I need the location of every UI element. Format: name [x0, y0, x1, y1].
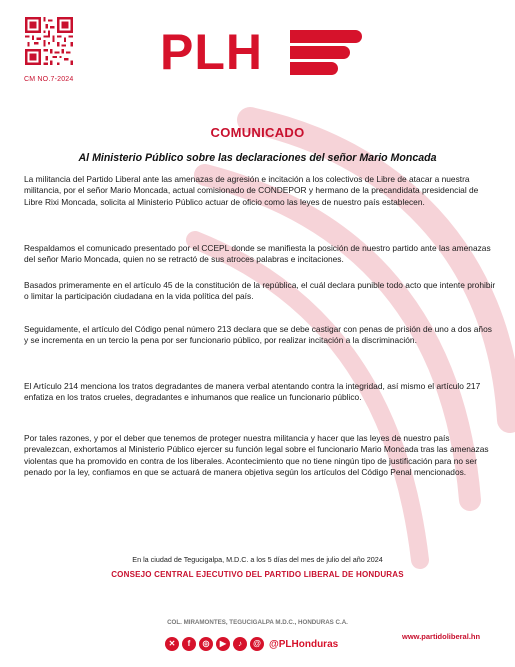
tiktok-icon[interactable]: ♪ — [233, 637, 247, 651]
footer-address: COL. MIRAMONTES, TEGUCIGALPA M.D.C., HONDURAS C.A. — [167, 619, 348, 626]
x-icon[interactable]: ✕ — [165, 637, 179, 651]
instagram-icon[interactable]: ◎ — [199, 637, 213, 651]
paragraph-2: Respaldamos el comunicado presentado por el CCEPL donde se manifiesta la posición de nuestro partido ante las amenazas del señor Mario Moncada, quien no se retractó de sus atroces palabras e incitaciones. — [24, 243, 491, 265]
website-link[interactable]: www.partidoliberal.hn — [402, 632, 481, 641]
social-bar — [165, 636, 338, 652]
at-icon[interactable]: @ — [250, 637, 264, 651]
plh-logo — [160, 24, 360, 80]
facebook-icon[interactable]: f — [182, 637, 196, 651]
flag-stripes-icon — [290, 30, 362, 76]
youtube-icon[interactable]: ▶ — [216, 637, 230, 651]
paragraph-4: Seguidamente, el artículo del Código penal número 213 declara que se debe castigar con penas de prisión de uno a dos años y se incrementa en un tercio la pena por ser funcionario público, por realizar incitación a la discriminación. — [24, 324, 492, 346]
qr-code — [25, 17, 73, 65]
communique-number: CM NO.7-2024 — [24, 76, 74, 83]
social-handle[interactable]: @PLHonduras — [269, 638, 339, 650]
paragraph-1: La militancia del Partido Liberal ante las amenazas de agresión e incitación a los colectivos de Libre de atacar a nuestra militancia, por el señor Mario Moncada, actual comisionado de CONDEPOR y hermano de la precandidata presidencial de Libre Rixi Moncada, solicita al Ministerio Público actuar de oficio como las leyes de nuestro país establecen. — [24, 174, 479, 207]
dateline: En la ciudad de Tegucigalpa, M.D.C. a los 5 días del mes de julio del año 2024 — [132, 555, 383, 564]
paragraph-6: Por tales razones, y por el deber que tenemos de proteger nuestra militancia y hacer que las leyes de nuestro país prevalezcan, exhortamos al Ministerio Público ejercer su función legal sobre el funcionario Mario Moncada tras las amenazas violentas que ha promovido en contra de los liberales. Acontecimiento que no tiene ningún tipo de justificación para no ser penado por la ley, confiamos en que se actuará de manera objetiva según los artículos del Código Penal mencionados. — [24, 433, 489, 478]
paragraph-3: Basados primeramente en el artículo 45 de la constitución de la república, el cuál declara punible todo acto que intente prohibir o limitar la participación ciudadana en la vida política del país. — [24, 280, 496, 302]
document-subtitle: Al Ministerio Público sobre las declaraciones del señor Mario Moncada — [78, 152, 437, 164]
paragraph-5: El Artículo 214 menciona los tratos degradantes de manera verbal atentando contra la integridad, así mismo el artículo 217 enfatiza en los tratos crueles, degradantes e inhumanos que realice un funcionario público. — [24, 381, 481, 403]
logo-text: PLH — [160, 24, 263, 80]
document-title: COMUNICADO — [210, 125, 305, 140]
signature-council: CONSEJO CENTRAL EJECUTIVO DEL PARTIDO LIBERAL DE HONDURAS — [111, 570, 404, 579]
